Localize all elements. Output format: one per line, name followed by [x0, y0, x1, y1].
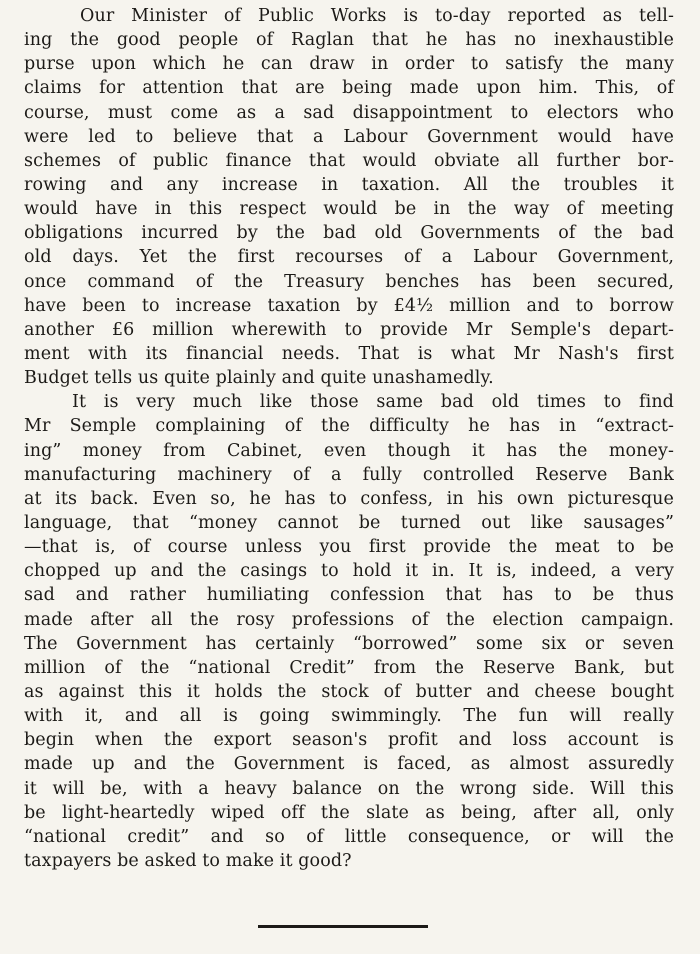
text-line: once command of the Treasury benches has been secured,	[24, 271, 674, 292]
text-line: ment with its financial needs. That is what Mr Nash's first	[24, 343, 674, 364]
article-body	[24, 4, 674, 873]
text-line: rowing and any increase in taxation. All the troubles it	[24, 174, 674, 195]
text-line: ing” money from Cabinet, even though it has the money-	[24, 440, 674, 461]
text-line: were led to believe that a Labour Government would have	[24, 126, 674, 147]
text-line: begin when the export season's profit and loss account is	[24, 730, 674, 751]
text-line: made up and the Government is faced, as almost assuredly	[24, 754, 674, 775]
text-line: purse upon which he can draw in order to satisfy the many	[24, 54, 674, 75]
text-line: at its back. Even so, he has to confess, in his own picturesque	[24, 488, 674, 509]
text-line: “national credit” and so of little consequence, or will the	[24, 826, 674, 847]
text-line: with it, and all is going swimmingly. The fun will really	[24, 706, 674, 727]
text-line: ing the good people of Raglan that he has no inexhaustible	[24, 30, 674, 51]
text-line: have been to increase taxation by £4½ million and to borrow	[24, 295, 674, 316]
text-line: It is very much like those same bad old times to find	[72, 392, 674, 413]
paragraph-1	[24, 4, 674, 390]
text-line: Our Minister of Public Works is to-day reported as tell-	[80, 6, 674, 26]
text-line: language, that “money cannot be turned out like sausages”	[24, 512, 674, 533]
text-line: old days. Yet the first recourses of a Labour Government,	[24, 247, 674, 268]
text-line: million of the “national Credit” from the Reserve Bank, but	[24, 657, 674, 678]
text-line: would have in this respect would be in the way of meeting	[24, 199, 674, 220]
text-line: sad and rather humiliating confession that has to be thus	[24, 585, 674, 606]
text-line: schemes of public finance that would obviate all further bor-	[24, 150, 674, 171]
text-line: as against this it holds the stock of butter and cheese bought	[24, 681, 674, 702]
text-line: be light-heartedly wiped off the slate as being, after all, only	[24, 802, 674, 823]
paragraph-2	[24, 390, 674, 873]
text-line: obligations incurred by the bad old Governments of the bad	[24, 223, 674, 244]
text-line: another £6 million wherewith to provide Mr Semple's depart-	[24, 319, 674, 340]
text-line: chopped up and the casings to hold it in. It is, indeed, a very	[24, 561, 674, 582]
text-line: The Government has certainly “borrowed” some six or seven	[24, 633, 674, 654]
text-line: made after all the rosy professions of the election campaign.	[24, 609, 674, 630]
end-rule	[258, 925, 428, 928]
text-line: it will be, with a heavy balance on the wrong side. Will this	[24, 778, 674, 799]
text-line: manufacturing machinery of a fully controlled Reserve Bank	[24, 464, 674, 485]
text-line: Budget tells us quite plainly and quite unashamedly.	[24, 368, 494, 389]
text-line: Mr Semple complaining of the difficulty he has in “extract-	[24, 416, 674, 437]
text-line: claims for attention that are being made upon him. This, of	[24, 78, 674, 99]
text-line: course, must come as a sad disappointment to electors who	[24, 102, 674, 123]
text-line: taxpayers be asked to make it good?	[24, 850, 352, 871]
text-line: —that is, of course unless you first provide the meat to be	[24, 537, 674, 558]
